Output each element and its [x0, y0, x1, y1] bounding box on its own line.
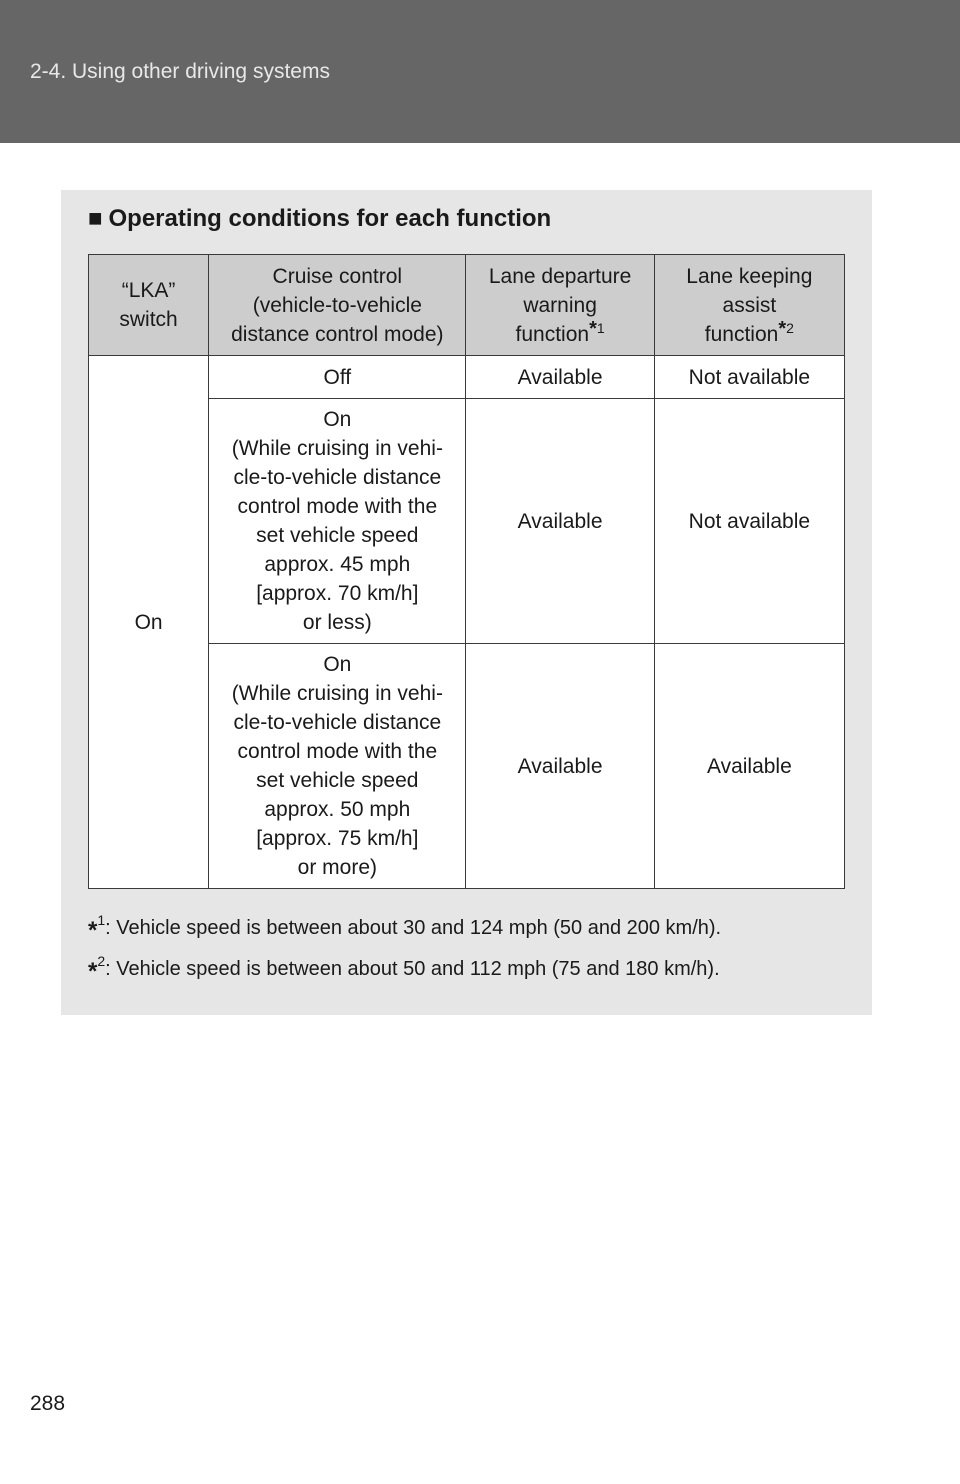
- header-lka-switch: “LKA” switch: [89, 255, 209, 356]
- page-number: 288: [30, 1392, 66, 1415]
- lk-cell: Available: [654, 644, 844, 889]
- square-bullet-icon: ■: [88, 205, 103, 232]
- header-lane-departure: [466, 255, 654, 356]
- table-row: [89, 356, 845, 399]
- ldw-cell: Available: [466, 356, 654, 399]
- cruise-cell: Off: [209, 356, 466, 399]
- asterisk-marker: *: [589, 317, 597, 340]
- table-header-row: [89, 255, 845, 356]
- footnote-ref: 2: [786, 319, 794, 336]
- header-lane-keeping-text: Lane keeping assist function: [686, 264, 813, 346]
- header-lane-keeping: [654, 255, 844, 356]
- lka-switch-value: On: [89, 356, 209, 889]
- header-cruise-control: Cruise control (vehicle-to-vehicle distance control mode): [209, 255, 466, 356]
- footnote-ref: 1: [596, 319, 605, 336]
- operating-conditions-table: [88, 254, 845, 889]
- asterisk-marker: *: [88, 917, 98, 944]
- asterisk-marker: *: [778, 317, 787, 340]
- section-breadcrumb: 2-4. Using other driving systems: [30, 60, 330, 83]
- ldw-cell: Available: [466, 644, 654, 889]
- footnote-1: [88, 912, 721, 945]
- footnote-text: : Vehicle speed is between about 30 and 124 mph (50 and 200 km/h).: [105, 917, 722, 939]
- cruise-cell: On (While cruising in vehi- cle-to-vehicle distance control mode with the set vehicle speed approx. 50 mph [approx. 75 km/h] or more): [209, 644, 466, 889]
- footnote-2: [88, 953, 720, 986]
- footnote-number: 2: [97, 953, 106, 969]
- section-heading: [88, 205, 551, 233]
- header-lane-departure-text: Lane departure warning function: [488, 264, 632, 346]
- footnote-text: : Vehicle speed is between about 50 and 112 mph (75 and 180 km/h).: [105, 958, 720, 980]
- footnote-number: 1: [97, 912, 106, 928]
- lk-cell: Not available: [654, 356, 844, 399]
- cruise-cell: On (While cruising in vehi- cle-to-vehicle distance control mode with the set vehicle speed approx. 45 mph [approx. 70 km/h] or less): [209, 399, 466, 644]
- section-heading-text: Operating conditions for each function: [108, 205, 552, 232]
- lk-cell: Not available: [654, 399, 844, 644]
- page-header: [0, 0, 960, 143]
- asterisk-marker: *: [88, 958, 98, 985]
- ldw-cell: Available: [466, 399, 654, 644]
